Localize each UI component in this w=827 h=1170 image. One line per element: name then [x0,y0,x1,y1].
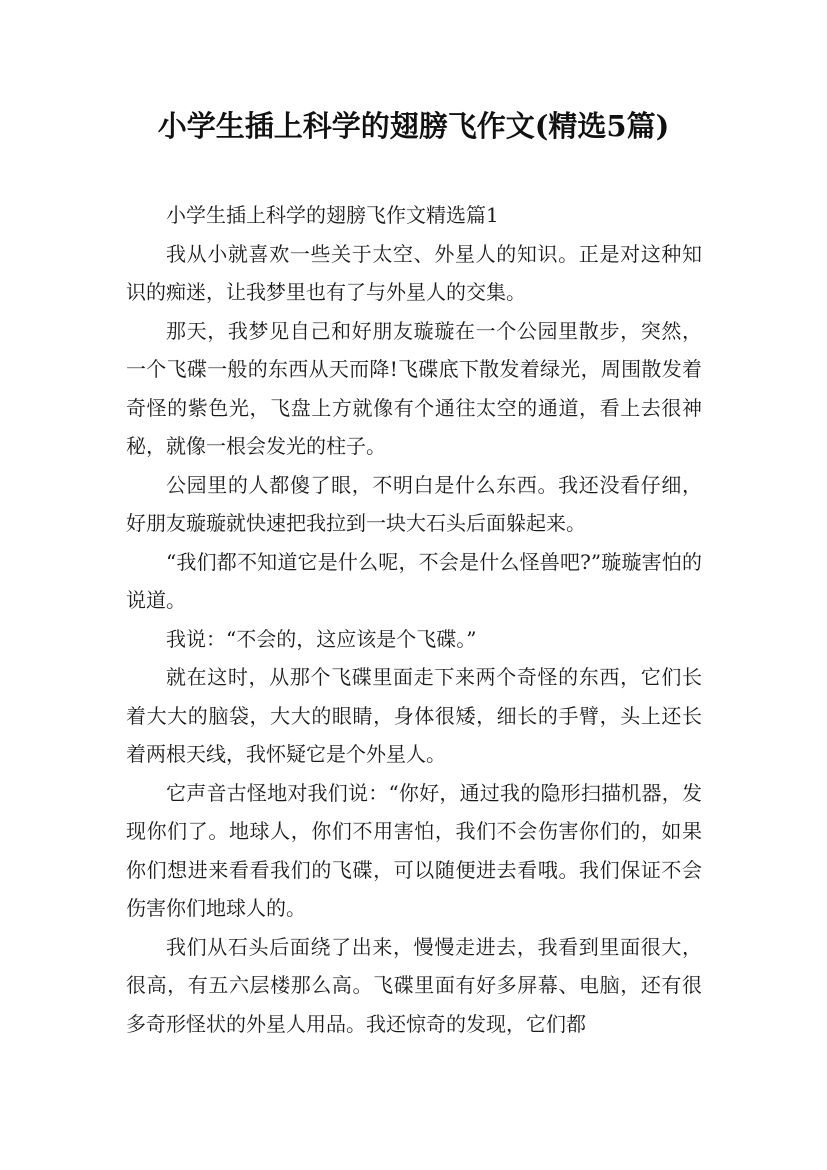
paragraph: “我们都不知道它是什么呢，不会是什么怪兽吧?”璇璇害怕的说道。 [126,549,702,612]
paragraph: 就在这时，从那个飞碟里面走下来两个奇怪的东西，它们长着大大的脑袋，大大的眼睛，身体很矮，细长的手臂，头上还长着两根天线，我怀疑它是个外星人。 [126,665,702,766]
paragraph: 我从小就喜欢一些关于太空、外星人的知识。正是对这种知识的痴迷，让我梦里也有了与外星人的交集。 [126,241,702,304]
document-body [126,196,702,1043]
section-heading: 小学生插上科学的翅膀飞作文精选篇1 [166,203,499,227]
paragraph: 公园里的人都傻了眼，不明白是什么东西。我还没看仔细，好朋友璇璇就快速把我拉到一块大石头后面躲起来。 [126,472,702,535]
paragraph: 我们从石头后面绕了出来，慢慢走进去，我看到里面很大，很高，有五六层楼那么高。飞碟里面有好多屏幕、电脑，还有很多奇形怪状的外星人用品。我还惊奇的发现，它们都 [126,934,702,1036]
paragraph: 它声音古怪地对我们说：“你好，通过我的隐形扫描机器，发现你们了。地球人，你们不用害怕，我们不会伤害你们的，如果你们想进来看看我们的飞碟，可以随便进去看哦。我们保证不会伤害你们地球人的。 [126,780,702,920]
paragraph: 我说：“不会的，这应该是个飞碟。” [166,626,477,651]
paragraph: 那天，我梦见自己和好朋友璇璇在一个公园里散步，突然，一个飞碟一般的东西从天而降!飞碟底下散发着绿光，周围散发着奇怪的紫色光，飞盘上方就像有个通往太空的通道，看上去很神秘，就像一根会发光的柱子。 [126,318,702,458]
document-title: 小学生插上科学的翅膀飞作文(精选5篇) [157,109,670,143]
